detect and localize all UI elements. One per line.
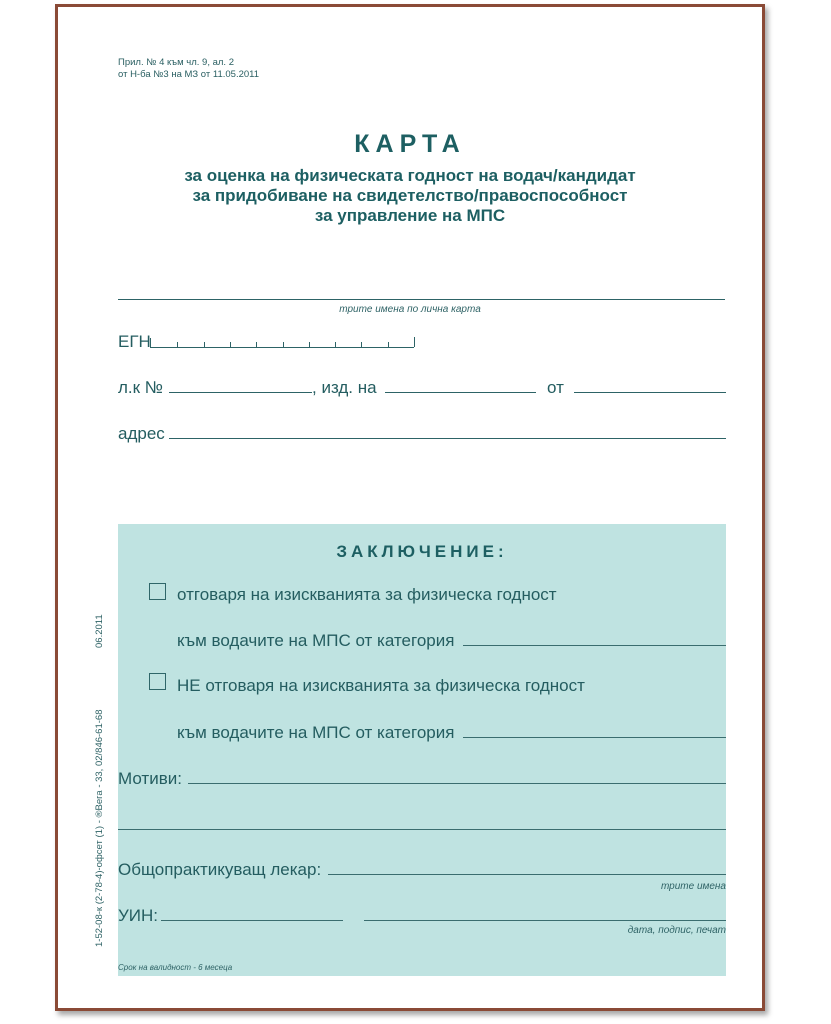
doctor-name-caption: трите имена bbox=[660, 881, 726, 892]
address-label: адрес bbox=[118, 424, 165, 443]
fit-category-label: към водачите на МПС от категория bbox=[177, 631, 455, 650]
full-name-caption: трите имена по лична карта bbox=[339, 304, 481, 315]
fit-checkbox[interactable] bbox=[149, 583, 166, 600]
document-subtitle bbox=[58, 166, 762, 226]
regulation-reference bbox=[118, 57, 259, 81]
print-date: 06.2011 bbox=[94, 614, 105, 648]
unfit-option-text: НЕ отговаря на изискванията за физическа годност bbox=[177, 676, 585, 695]
signature-field[interactable] bbox=[364, 920, 726, 921]
document-title: КАРТА bbox=[354, 130, 466, 158]
egn-digit-separator bbox=[283, 342, 284, 347]
regulation-reference-line-1: Прил. № 4 към чл. 9, ал. 2 bbox=[118, 57, 234, 68]
egn-digit-separator bbox=[256, 342, 257, 347]
unfit-category-label: към водачите на МПС от категория bbox=[177, 723, 455, 742]
egn-digit-separator bbox=[335, 342, 336, 347]
motives-field-1[interactable] bbox=[188, 783, 726, 784]
subtitle-line-3: за управление на МПС bbox=[314, 206, 506, 225]
egn-digit-separator bbox=[361, 342, 362, 347]
id-card-number-field[interactable] bbox=[169, 392, 312, 393]
egn-digit-separator bbox=[309, 342, 310, 347]
document-page bbox=[55, 4, 765, 1011]
egn-digit-separator bbox=[230, 342, 231, 347]
regulation-reference-line-2: от Н-ба №3 на МЗ от 11.05.2011 bbox=[118, 69, 260, 80]
egn-field[interactable] bbox=[150, 338, 414, 348]
unfit-category-field[interactable] bbox=[463, 737, 726, 738]
motives-field-2[interactable] bbox=[118, 829, 726, 830]
unfit-checkbox[interactable] bbox=[149, 673, 166, 690]
id-card-label: л.к № bbox=[118, 378, 164, 397]
fit-category-field[interactable] bbox=[463, 645, 726, 646]
signature-caption: дата, подпис, печат bbox=[627, 925, 726, 936]
doctor-label: Общопрактикуващ лекар: bbox=[118, 860, 322, 879]
issued-by-field[interactable] bbox=[574, 392, 726, 393]
conclusion-heading: ЗАКЛЮЧЕНИЕ: bbox=[336, 542, 508, 561]
issued-on-field[interactable] bbox=[385, 392, 536, 393]
egn-digit-separator bbox=[204, 342, 205, 347]
fit-option-text: отговаря на изискванията за физическа годност bbox=[177, 585, 557, 604]
issued-on-label: , изд. на bbox=[312, 378, 377, 397]
egn-digit-separator bbox=[177, 342, 178, 347]
validity-note: Срок на валидност - 6 месеца bbox=[118, 963, 233, 972]
subtitle-line-1: за оценка на физическата годност на водач/кандидат bbox=[184, 166, 636, 185]
full-name-field[interactable] bbox=[118, 299, 725, 300]
uin-field[interactable] bbox=[161, 920, 343, 921]
egn-digit-separator bbox=[388, 342, 389, 347]
egn-digit-separator bbox=[414, 337, 415, 347]
conclusion-panel bbox=[118, 524, 726, 976]
subtitle-line-2: за придобиване на свидетелство/правоспособност bbox=[192, 186, 628, 205]
address-field[interactable] bbox=[169, 438, 726, 439]
motives-label: Мотиви: bbox=[118, 769, 182, 788]
doctor-name-field[interactable] bbox=[328, 874, 726, 875]
issued-by-label: от bbox=[547, 378, 564, 397]
egn-label: ЕГН bbox=[118, 332, 151, 351]
printer-info: 1-52-08-к (2-78-4)-офсет (1) - ®Вега - 33, 02/846-61-68 bbox=[94, 709, 105, 947]
uin-label: УИН: bbox=[118, 906, 159, 925]
